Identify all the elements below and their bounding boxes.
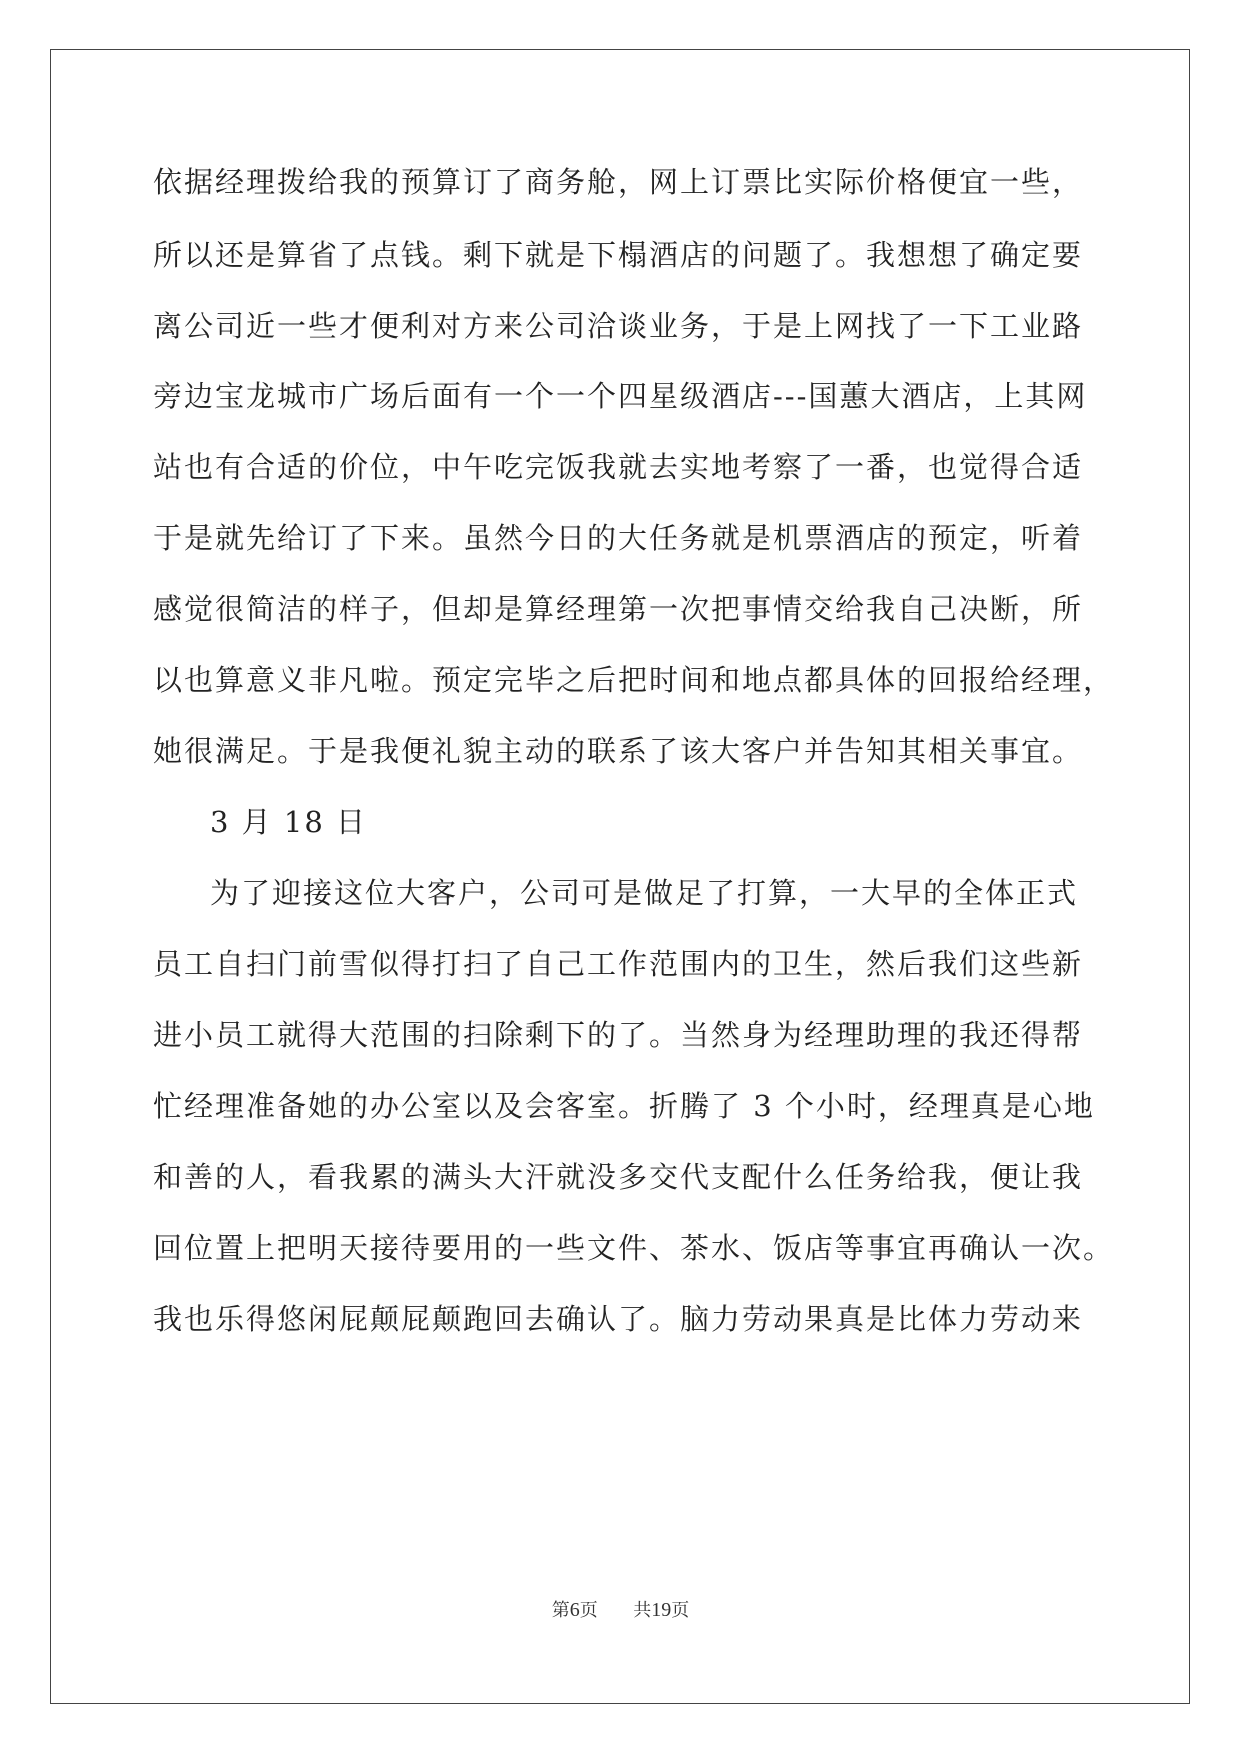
text-line: 我也乐得悠闲屁颠屁颠跑回去确认了。脑力劳动果真是比体力劳动来 [153,1302,1084,1336]
text-line: 员工自扫门前雪似得打扫了自己工作范围内的卫生，然后我们这些新 [153,947,1084,981]
page-footer [0,1598,1241,1623]
text-line: 忙经理准备她的办公室以及会客室。折腾了 3 个小时，经理真是心地 [153,1089,1095,1123]
text-line: 依据经理拨给我的预算订了商务舱，网上订票比实际价格便宜一些， [153,165,1084,199]
text-line: 以也算意义非凡啦。预定完毕之后把时间和地点都具体的回报给经理， [153,663,1115,697]
text-line: 为了迎接这位大客户，公司可是做足了打算，一大早的全体正式 [210,876,1079,910]
text-line: 旁边宝龙城市广场后面有一个一个四星级酒店---国蕙大酒店，上其网 [153,379,1088,413]
text-line: 进小员工就得大范围的扫除剩下的了。当然身为经理助理的我还得帮 [153,1018,1084,1052]
text-line: 所以还是算省了点钱。剩下就是下榻酒店的问题了。我想想了确定要 [153,238,1084,272]
total-suffix: 页 [671,1600,690,1621]
text-line: 站也有合适的价位，中午吃完饭我就去实地考察了一番，也觉得合适 [153,450,1084,484]
page-number: 6 [569,1599,580,1621]
text-line: 她很满足。于是我便礼貌主动的联系了该大客户并告知其相关事宜。 [153,734,1084,768]
text-line: 和善的人，看我累的满头大汗就没多交代支配什么任务给我，便让我 [153,1160,1084,1194]
page-suffix: 页 [579,1600,598,1621]
page-number-label [552,1600,604,1621]
date-heading: 3 月 18 日 [210,805,368,839]
page-prefix: 第 [551,1600,570,1621]
total-pages-label [633,1600,689,1621]
text-line: 于是就先给订了下来。虽然今日的大任务就是机票酒店的预定，听着 [153,521,1084,555]
total-prefix: 共 [633,1600,652,1621]
text-line: 离公司近一些才便利对方来公司洽谈业务，于是上网找了一下工业路 [153,309,1084,343]
text-line: 回位置上把明天接待要用的一些文件、茶水、饭店等事宜再确认一次。 [153,1231,1115,1265]
total-pages: 19 [651,1599,672,1621]
text-line: 感觉很简洁的样子，但却是算经理第一次把事情交给我自己决断，所 [153,592,1084,626]
